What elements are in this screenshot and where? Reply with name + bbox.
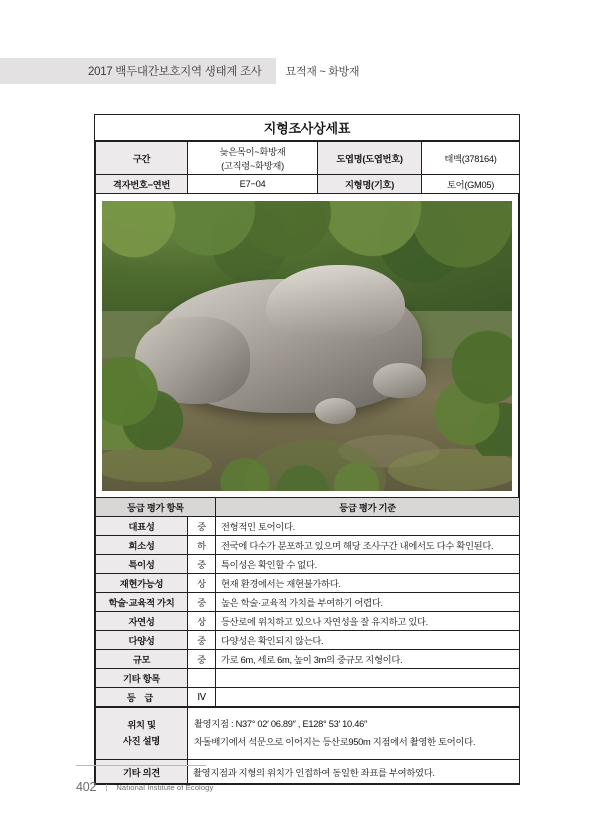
survey-info-table — [95, 141, 520, 194]
eval-item-grade: 상 — [188, 574, 216, 593]
header-left-block — [0, 58, 84, 84]
eval-item-criteria: 전국에 다수가 분포하고 있으며 해당 조사구간 내에서도 다수 확인된다. — [216, 536, 520, 555]
eval-item-criteria: 전형적인 토어이다. — [216, 517, 520, 536]
photo-container — [95, 194, 519, 498]
final-grade-criteria — [216, 688, 520, 707]
eval-item-criteria — [216, 669, 520, 688]
final-grade-label: 등 급 — [96, 688, 188, 707]
footer-separator: | — [105, 783, 108, 792]
evaluation-table — [95, 497, 520, 707]
footer-organization: National Institute of Ecology — [116, 783, 214, 792]
eval-item-criteria: 높은 학술·교육적 가치를 부여하기 어렵다. — [216, 593, 520, 612]
landform-survey-photo — [102, 201, 512, 491]
eval-item-label: 학술·교육적 가치 — [96, 593, 188, 612]
location-coordinates: 촬영지점 : N37° 02′ 06.89″ , E128° 53′ 10.46″ — [194, 719, 367, 730]
page-number: 402 — [76, 780, 97, 794]
eval-item-grade — [188, 669, 216, 688]
mapsheet-label: 도엽명(도엽번호) — [318, 142, 422, 175]
table-row — [96, 669, 520, 688]
table-row — [96, 631, 520, 650]
table-row — [96, 517, 520, 536]
page-header — [0, 58, 613, 84]
eval-item-header: 등급 평가 항목 — [96, 498, 216, 517]
table-row — [96, 142, 520, 175]
eval-item-label: 재현가능성 — [96, 574, 188, 593]
etc-opinion-label: 기타 의견 — [96, 760, 188, 784]
landform-survey-sheet — [94, 114, 520, 785]
eval-item-grade: 중 — [188, 650, 216, 669]
table-row — [96, 708, 520, 760]
eval-item-criteria: 등산로에 위치하고 있으나 자연성을 잘 유지하고 있다. — [216, 612, 520, 631]
location-description-table — [95, 707, 520, 784]
section-value-line2: (고직령~화방재) — [221, 161, 284, 171]
eval-item-grade: 상 — [188, 612, 216, 631]
table-row — [96, 593, 520, 612]
etc-opinion-value: 촬영지점과 지형의 위치가 인접하여 동일한 좌표를 부여하였다. — [188, 760, 520, 784]
sheet-title: 지형조사상세표 — [95, 115, 519, 141]
table-row — [96, 612, 520, 631]
location-body — [188, 708, 520, 760]
header-band — [84, 58, 613, 84]
table-row — [96, 650, 520, 669]
photo-shrub-right — [414, 329, 512, 457]
table-row — [96, 536, 520, 555]
eval-item-label: 대표성 — [96, 517, 188, 536]
location-label — [96, 708, 188, 760]
eval-item-criteria: 다양성은 확인되지 않는다. — [216, 631, 520, 650]
grid-number-value: E7−04 — [188, 175, 318, 194]
section-value-line1: 늦은목이~화방재 — [219, 147, 286, 157]
eval-criteria-header: 등급 평가 기준 — [216, 498, 520, 517]
eval-item-label: 기타 항목 — [96, 669, 188, 688]
photo-shrub-left — [102, 352, 192, 451]
footer-divider — [76, 765, 206, 766]
table-header-row — [96, 498, 520, 517]
final-grade-value: Ⅳ — [188, 688, 216, 707]
landform-name-value: 토어(GM05) — [422, 175, 520, 194]
table-row-final-grade — [96, 688, 520, 707]
eval-item-grade: 중 — [188, 517, 216, 536]
eval-item-label: 희소성 — [96, 536, 188, 555]
eval-item-grade: 하 — [188, 536, 216, 555]
location-label-line2: 사진 설명 — [122, 735, 160, 746]
location-description: 차돌배기에서 석문으로 이어지는 등산로950m 지점에서 촬영한 토어이다. — [194, 736, 476, 747]
eval-item-label: 규모 — [96, 650, 188, 669]
eval-item-grade: 중 — [188, 593, 216, 612]
eval-item-grade: 중 — [188, 631, 216, 650]
photo-grass-foreground — [209, 442, 389, 491]
eval-item-criteria: 특이성은 확인할 수 없다. — [216, 555, 520, 574]
location-label-line1: 위치 및 — [127, 719, 156, 730]
mapsheet-value: 태백(378164) — [422, 142, 520, 175]
section-value — [188, 142, 318, 175]
landform-name-label: 지형명(기호) — [318, 175, 422, 194]
eval-item-criteria: 현재 환경에서는 재현불가하다. — [216, 574, 520, 593]
eval-item-label: 다양성 — [96, 631, 188, 650]
page-footer — [76, 780, 536, 794]
grid-number-label: 격자번호−연번 — [96, 175, 188, 194]
table-row — [96, 574, 520, 593]
table-row — [96, 175, 520, 194]
eval-item-grade: 중 — [188, 555, 216, 574]
header-title: 2017 백두대간보호지역 생태계 조사 — [88, 66, 262, 78]
eval-item-label: 특이성 — [96, 555, 188, 574]
section-label: 구간 — [96, 142, 188, 175]
table-row — [96, 555, 520, 574]
header-subtitle: 묘적재 ~ 화방재 — [276, 58, 613, 84]
eval-item-criteria: 가로 6m, 세로 6m, 높이 3m의 중규모 지형이다. — [216, 650, 520, 669]
eval-item-label: 자연성 — [96, 612, 188, 631]
